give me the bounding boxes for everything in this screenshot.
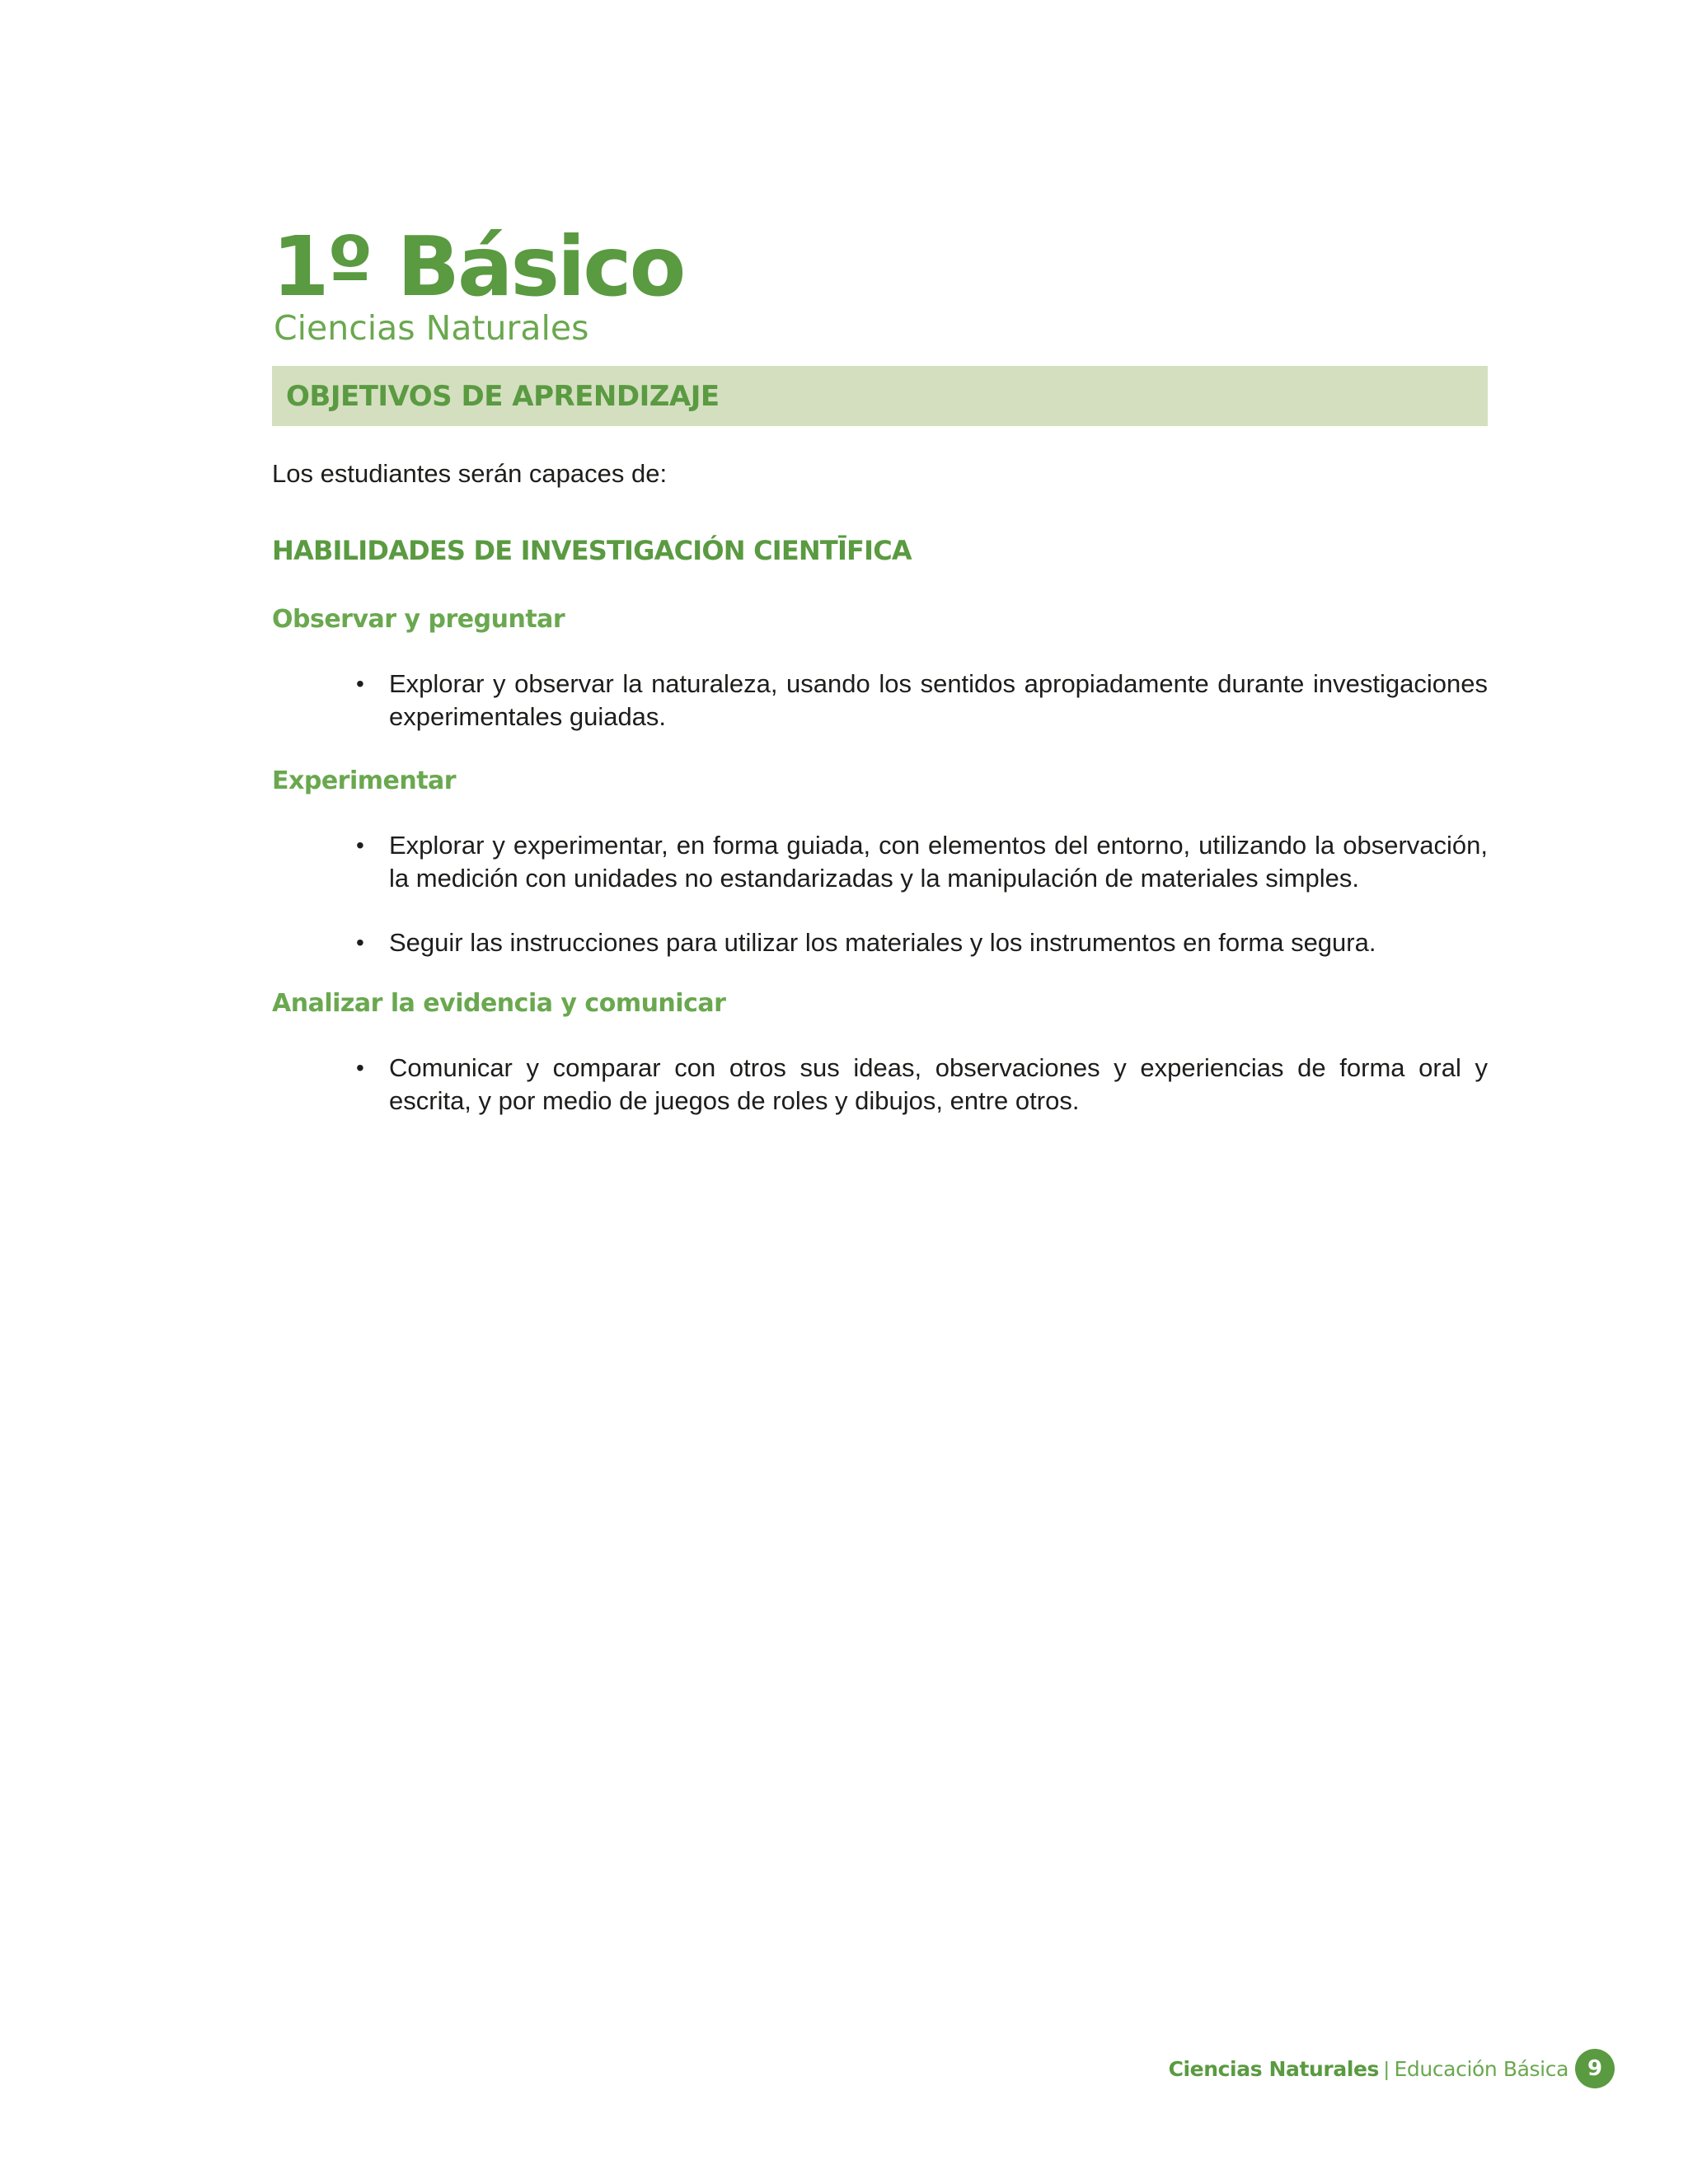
section-title: HABILIDADES DE INVESTIGACIÓN CIENTĪFICA <box>272 535 912 566</box>
list-item <box>356 668 1488 733</box>
bullet-list-analizar <box>272 1052 1488 1118</box>
list-item-text: Explorar y experimentar, en forma guiada, con elementos del entorno, utilizando la observación, la medición con unidades no estandarizadas y la manipulación de materiales simples. <box>389 831 1488 893</box>
list-item-text: Explorar y observar la naturaleza, usando los sentidos apropiadamente durante investigaciones experimentales guiadas. <box>389 669 1488 731</box>
footer-subject: Ciencias Naturales <box>1168 2057 1380 2081</box>
list-item-text: Comunicar y comparar con otros sus ideas, observaciones y experiencias de forma oral y escrita, y por medio de juegos de roles y dibujos, entre otros. <box>389 1053 1488 1115</box>
list-item <box>356 829 1488 895</box>
bullet-icon: • <box>356 1055 364 1080</box>
list-item-text: Seguir las instrucciones para utilizar los materiales y los instrumentos en forma segura. <box>389 928 1376 957</box>
list-item <box>356 926 1488 959</box>
subsection-title-observar: Observar y preguntar <box>272 605 565 634</box>
list-item <box>356 1052 1488 1118</box>
subsection-title-experimentar: Experimentar <box>272 766 457 795</box>
page-content <box>272 218 1488 1118</box>
subsection-title-analizar: Analizar la evidencia y comunicar <box>272 989 726 1018</box>
footer-text <box>1169 2055 1568 2083</box>
intro-text: Los estudiantes serán capaces de: <box>272 459 668 488</box>
page-subtitle: Ciencias Naturales <box>274 308 589 348</box>
bullet-list-experimentar <box>272 829 1488 959</box>
bullet-icon: • <box>356 930 364 955</box>
page-title: 1º Básico <box>272 218 684 315</box>
page-number-badge: 9 <box>1575 2049 1615 2088</box>
bullet-icon: • <box>356 671 364 696</box>
objectives-banner-label: OBJETIVOS DE APRENDIZAJE <box>286 379 720 413</box>
footer-separator: | <box>1384 2058 1390 2081</box>
objectives-banner <box>272 366 1488 426</box>
bullet-list-observar <box>272 668 1488 733</box>
footer-level: Educación Básica <box>1394 2057 1568 2081</box>
page-footer <box>0 2049 1688 2090</box>
bullet-icon: • <box>356 832 364 858</box>
